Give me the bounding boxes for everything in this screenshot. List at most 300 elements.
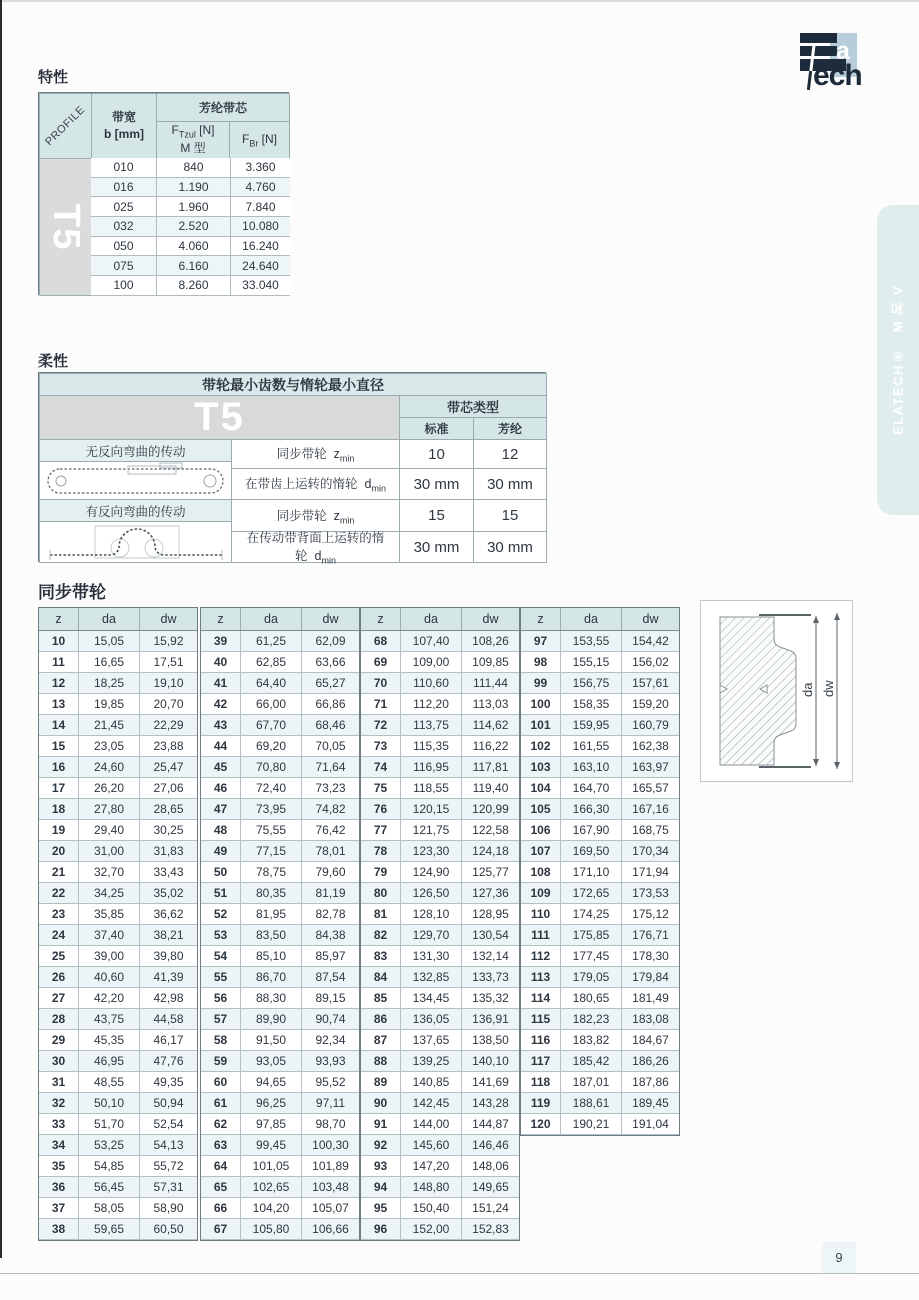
table-row	[201, 715, 359, 736]
cell-da: 34,25	[79, 883, 140, 903]
cell-z: 23	[39, 904, 79, 924]
profile-value: T5	[45, 203, 87, 251]
table-row	[91, 178, 290, 198]
table-row	[361, 1072, 519, 1093]
cell-z: 15	[39, 736, 79, 756]
table-row	[201, 1135, 359, 1156]
ftzul-type-label: M 型	[180, 141, 206, 156]
cell-ftzul: 4.060	[157, 237, 231, 256]
table-row	[361, 1051, 519, 1072]
table-row	[39, 841, 197, 862]
cell-dw: 76,42	[315, 823, 346, 837]
cell-z: 109	[521, 883, 561, 903]
cell-z: 20	[39, 841, 79, 861]
section-heading-flexibility: 柔性	[38, 353, 69, 370]
cell-dw: 165,57	[632, 781, 669, 795]
column-header-dw: dw	[482, 612, 499, 626]
cell-z: 115	[521, 1009, 561, 1029]
table-row	[361, 946, 519, 967]
cell-z: 16	[39, 757, 79, 777]
cell-z: 66	[201, 1198, 241, 1218]
sync-pulley-zmin-label: 同步带轮 $z_{min}$	[231, 499, 400, 532]
cell-dw: 116,22	[472, 739, 509, 753]
cell-fbr: 10.080	[242, 219, 279, 234]
cell-z: 81	[361, 904, 401, 924]
cell-da: 101,05	[241, 1156, 302, 1176]
cell-da: 70,80	[241, 757, 302, 777]
cell-dw: 176,71	[632, 928, 669, 942]
cell-z: 99	[521, 673, 561, 693]
cell-dw: 66,86	[315, 697, 346, 711]
cell-da: 113,75	[401, 715, 462, 735]
cell-z: 60	[201, 1072, 241, 1092]
column-header-z: z	[521, 608, 561, 630]
table-row	[361, 1198, 519, 1219]
cell-da: 37,40	[79, 925, 140, 945]
table-row	[521, 799, 679, 820]
table-row	[91, 237, 290, 257]
cell-da: 86,70	[241, 967, 302, 987]
cell-z: 67	[201, 1219, 241, 1239]
cell-z: 111	[521, 925, 561, 945]
cell-dw: 41,39	[153, 970, 184, 984]
reverse-bend-label: 有反向弯曲的传动	[39, 499, 232, 522]
cell-z: 31	[39, 1072, 79, 1092]
table-row	[39, 1219, 197, 1240]
cell-da: 19,85	[79, 694, 140, 714]
table-row	[361, 694, 519, 715]
cell-da: 183,82	[561, 1030, 622, 1050]
cell-z: 77	[361, 820, 401, 840]
cell-z: 33	[39, 1114, 79, 1134]
cell-dw: 173,53	[632, 886, 669, 900]
table-row	[39, 1072, 197, 1093]
cell-da: 172,65	[561, 883, 622, 903]
cell-da: 40,60	[79, 967, 140, 987]
table-row	[521, 967, 679, 988]
table-row	[201, 631, 359, 652]
cell-dw: 38,21	[153, 928, 184, 942]
cell-z: 119	[521, 1093, 561, 1113]
table-row	[521, 715, 679, 736]
table-row	[521, 1051, 679, 1072]
table-row	[521, 778, 679, 799]
cell-z: 112	[521, 946, 561, 966]
pulley-table-3	[360, 607, 520, 1241]
table-row	[201, 1219, 359, 1240]
table-row	[39, 757, 197, 778]
cell-z: 105	[521, 799, 561, 819]
cell-ftzul: 840	[157, 158, 231, 177]
cell-z: 29	[39, 1030, 79, 1050]
pulley-cross-section-drawing	[701, 601, 852, 781]
table-row	[91, 197, 290, 217]
cell-belt-width: 010	[91, 158, 157, 177]
cell-da: 59,65	[79, 1219, 140, 1239]
table-row	[521, 673, 679, 694]
cell-dw: 170,34	[632, 844, 669, 858]
value-cell: 12	[473, 439, 547, 469]
cell-da: 56,45	[79, 1177, 140, 1197]
cell-z: 56	[201, 988, 241, 1008]
cell-da: 145,60	[401, 1135, 462, 1155]
cell-z: 43	[201, 715, 241, 735]
cell-da: 134,45	[401, 988, 462, 1008]
cell-da: 155,15	[561, 652, 622, 672]
cell-da: 85,10	[241, 946, 302, 966]
cell-dw: 120,99	[472, 802, 509, 816]
cell-da: 131,30	[401, 946, 462, 966]
cell-belt-width: 016	[91, 178, 157, 197]
cell-dw: 109,85	[472, 655, 509, 669]
cell-da: 75,55	[241, 820, 302, 840]
cell-da: 80,35	[241, 883, 302, 903]
cell-dw: 28,65	[153, 802, 184, 816]
cell-da: 159,95	[561, 715, 622, 735]
cell-da: 64,40	[241, 673, 302, 693]
cell-z: 44	[201, 736, 241, 756]
cell-z: 10	[39, 631, 79, 651]
cell-dw: 154,42	[632, 634, 669, 648]
cell-da: 116,95	[401, 757, 462, 777]
cell-z: 59	[201, 1051, 241, 1071]
cell-ftzul: 6.160	[157, 256, 231, 275]
belt-loop-drawing	[40, 462, 231, 499]
cell-da: 16,65	[79, 652, 140, 672]
table-row	[361, 673, 519, 694]
cell-z: 65	[201, 1177, 241, 1197]
cell-z: 90	[361, 1093, 401, 1113]
belt-width-header-cell	[91, 93, 157, 159]
table-row	[361, 715, 519, 736]
cell-dw: 152,83	[472, 1222, 509, 1236]
table-row	[361, 736, 519, 757]
table-row	[521, 820, 679, 841]
cell-da: 97,85	[241, 1114, 302, 1134]
cell-z: 57	[201, 1009, 241, 1029]
cell-da: 93,05	[241, 1051, 302, 1071]
cell-z: 69	[361, 652, 401, 672]
idler-on-back-dmin-label: 在传动带背面上运转的惰轮 $d_{min}$	[231, 531, 400, 563]
cell-da: 83,50	[241, 925, 302, 945]
cell-dw: 138,50	[472, 1033, 509, 1047]
cell-dw: 105,07	[312, 1201, 349, 1215]
cell-fbr: 16.240	[242, 239, 279, 254]
table-row	[521, 841, 679, 862]
cell-dw: 42,98	[153, 991, 184, 1005]
cell-dw: 149,65	[472, 1180, 509, 1194]
cell-dw: 20,70	[153, 697, 184, 711]
value-cell: 30 mm	[399, 531, 474, 563]
cell-z: 30	[39, 1051, 79, 1071]
table-row	[201, 1051, 359, 1072]
cell-da: 112,20	[401, 694, 462, 714]
table-row	[91, 256, 290, 276]
table-row	[39, 799, 197, 820]
cell-dw: 71,64	[315, 760, 346, 774]
cell-dw: 49,35	[153, 1075, 184, 1089]
logo-bar	[800, 46, 837, 56]
cell-ftzul: 2.520	[157, 217, 231, 236]
cell-dw: 178,30	[632, 949, 669, 963]
cell-z: 17	[39, 778, 79, 798]
cell-z: 100	[521, 694, 561, 714]
pulley-table-2	[200, 607, 360, 1241]
cell-z: 32	[39, 1093, 79, 1113]
section-heading-characteristics: 特性	[38, 69, 69, 86]
cell-da: 99,45	[241, 1135, 302, 1155]
cell-da: 109,00	[401, 652, 462, 672]
aramid-core-header-cell: 芳纶带芯	[156, 93, 290, 122]
cell-dw: 119,40	[472, 781, 509, 795]
cell-fbr: 4.760	[245, 180, 276, 195]
table-row	[91, 217, 290, 237]
cell-da: 69,20	[241, 736, 302, 756]
cell-z: 53	[201, 925, 241, 945]
cell-dw: 65,27	[315, 676, 346, 690]
cell-z: 71	[361, 694, 401, 714]
cell-dw: 162,38	[632, 739, 669, 753]
cell-da: 89,90	[241, 1009, 302, 1029]
cell-fbr: 33.040	[242, 278, 279, 293]
flexibility-table	[38, 372, 546, 566]
table-row	[521, 862, 679, 883]
cell-dw: 58,90	[153, 1201, 184, 1215]
table-row	[521, 946, 679, 967]
cell-dw: 68,46	[315, 718, 346, 732]
cell-z: 86	[361, 1009, 401, 1029]
table-header-row	[361, 608, 519, 631]
cell-z: 62	[201, 1114, 241, 1134]
table-row	[361, 778, 519, 799]
cell-z: 24	[39, 925, 79, 945]
no-reverse-bend-label: 无反向弯曲的传动	[39, 439, 232, 462]
cell-z: 42	[201, 694, 241, 714]
cell-da: 26,20	[79, 778, 140, 798]
cell-dw: 179,84	[632, 970, 669, 984]
cell-z: 76	[361, 799, 401, 819]
table-row	[39, 631, 197, 652]
cell-z: 88	[361, 1051, 401, 1071]
flex-profile-value: T5	[194, 395, 245, 439]
cell-z: 95	[361, 1198, 401, 1218]
table-row	[361, 799, 519, 820]
cell-dw: 93,93	[315, 1054, 346, 1068]
cell-dw: 52,54	[153, 1117, 184, 1131]
side-tab	[877, 205, 919, 515]
cell-dw: 130,54	[472, 928, 509, 942]
cell-ftzul: 1.960	[157, 197, 231, 216]
table-row	[39, 1093, 197, 1114]
cell-da: 150,40	[401, 1198, 462, 1218]
cell-dw: 74,82	[315, 802, 346, 816]
cell-da: 48,55	[79, 1072, 140, 1092]
value-cell: 30 mm	[399, 468, 474, 500]
cell-z: 120	[521, 1114, 561, 1134]
table-row	[521, 652, 679, 673]
cell-z: 18	[39, 799, 79, 819]
table-row	[201, 841, 359, 862]
cell-da: 53,25	[79, 1135, 140, 1155]
cell-z: 35	[39, 1156, 79, 1176]
cell-dw: 117,81	[472, 760, 509, 774]
cell-da: 187,01	[561, 1072, 622, 1092]
cell-da: 166,30	[561, 799, 622, 819]
cell-z: 107	[521, 841, 561, 861]
table-row	[521, 631, 679, 652]
core-type-header: 带芯类型	[399, 395, 547, 418]
table-row	[201, 1009, 359, 1030]
cell-dw: 160,79	[632, 718, 669, 732]
cell-dw: 175,12	[632, 907, 669, 921]
cell-da: 15,05	[79, 631, 140, 651]
cell-da: 169,50	[561, 841, 622, 861]
table-row	[39, 862, 197, 883]
table-row	[201, 1072, 359, 1093]
table-row	[39, 925, 197, 946]
cell-dw: 124,18	[472, 844, 509, 858]
cell-da: 32,70	[79, 862, 140, 882]
cell-dw: 31,83	[153, 844, 184, 858]
cell-dw: 100,30	[312, 1138, 349, 1152]
cell-z: 113	[521, 967, 561, 987]
cell-z: 110	[521, 904, 561, 924]
cell-z: 49	[201, 841, 241, 861]
characteristics-table	[38, 92, 289, 295]
table-row	[39, 1135, 197, 1156]
table-row	[201, 778, 359, 799]
cell-z: 45	[201, 757, 241, 777]
table-row	[39, 883, 197, 904]
table-row	[201, 1093, 359, 1114]
cell-dw: 159,20	[632, 697, 669, 711]
value-cell: 10	[399, 439, 474, 469]
cell-dw: 127,36	[472, 886, 509, 900]
cell-dw: 186,26	[632, 1054, 669, 1068]
cell-dw: 103,48	[312, 1180, 349, 1194]
cell-z: 114	[521, 988, 561, 1008]
table-header-row	[521, 608, 679, 631]
column-header-z: z	[361, 608, 401, 630]
cell-da: 45,35	[79, 1030, 140, 1050]
cell-dw: 15,92	[153, 634, 184, 648]
cell-da: 174,25	[561, 904, 622, 924]
cell-da: 73,95	[241, 799, 302, 819]
cell-da: 115,35	[401, 736, 462, 756]
cell-dw: 87,54	[315, 970, 346, 984]
cell-da: 136,05	[401, 1009, 462, 1029]
cell-da: 137,65	[401, 1030, 462, 1050]
cell-da: 54,85	[79, 1156, 140, 1176]
cell-z: 68	[361, 631, 401, 651]
cell-dw: 135,32	[472, 991, 509, 1005]
cell-z: 91	[361, 1114, 401, 1134]
cell-da: 107,40	[401, 631, 462, 651]
table-row	[39, 736, 197, 757]
side-tab-label: ELATECH® M 和 V	[890, 285, 906, 435]
table-row	[361, 1093, 519, 1114]
table-row	[39, 1114, 197, 1135]
table-row	[39, 820, 197, 841]
cell-dw: 39,80	[153, 949, 184, 963]
column-header-da: da	[241, 608, 302, 630]
cell-z: 36	[39, 1177, 79, 1197]
cell-z: 98	[521, 652, 561, 672]
cell-da: 31,00	[79, 841, 140, 861]
cell-dw: 35,02	[153, 886, 184, 900]
cell-dw: 111,44	[473, 676, 508, 690]
cell-dw: 184,67	[632, 1033, 669, 1047]
cell-dw: 132,14	[472, 949, 509, 963]
cell-da: 164,70	[561, 778, 622, 798]
table-row	[201, 862, 359, 883]
cell-da: 120,15	[401, 799, 462, 819]
cell-da: 139,25	[401, 1051, 462, 1071]
cell-da: 177,45	[561, 946, 622, 966]
table-row	[201, 904, 359, 925]
table-row	[201, 820, 359, 841]
cell-z: 38	[39, 1219, 79, 1239]
column-header-dw: dw	[322, 612, 339, 626]
cell-z: 63	[201, 1135, 241, 1155]
value-cell: 15	[399, 499, 474, 532]
cell-belt-width: 100	[91, 276, 157, 295]
cell-da: 190,21	[561, 1114, 622, 1134]
pulley-table-4	[520, 607, 680, 1136]
table-row	[39, 1030, 197, 1051]
cell-z: 21	[39, 862, 79, 882]
cell-dw: 33,43	[153, 865, 184, 879]
cell-da: 27,80	[79, 799, 140, 819]
section-heading-pulleys: 同步带轮	[38, 583, 106, 602]
cell-dw: 73,23	[315, 781, 346, 795]
cell-dw: 62,09	[315, 634, 346, 648]
table-row	[201, 1030, 359, 1051]
profile-header-label: PROFILE	[43, 103, 88, 149]
cell-da: 124,90	[401, 862, 462, 882]
cell-dw: 143,28	[472, 1096, 509, 1110]
cell-da: 35,85	[79, 904, 140, 924]
cell-da: 171,10	[561, 862, 622, 882]
table-row	[39, 1177, 197, 1198]
table-row	[39, 652, 197, 673]
table-row	[201, 673, 359, 694]
reverse-bend-diagram	[39, 521, 232, 563]
cell-da: 46,95	[79, 1051, 140, 1071]
table-row	[201, 883, 359, 904]
table-row	[361, 862, 519, 883]
fbr-label: $F_{Br}$ [N]	[241, 131, 277, 149]
table-row	[361, 757, 519, 778]
table-row	[39, 967, 197, 988]
belt-width-label: 带宽	[111, 110, 136, 125]
cell-dw: 82,78	[315, 907, 346, 921]
table-row	[521, 1009, 679, 1030]
cell-z: 28	[39, 1009, 79, 1029]
cell-da: 129,70	[401, 925, 462, 945]
standard-col-header: 标准	[399, 417, 474, 440]
cell-da: 78,75	[241, 862, 302, 882]
cell-da: 21,45	[79, 715, 140, 735]
table-row	[521, 757, 679, 778]
cell-dw: 187,86	[632, 1075, 669, 1089]
cell-da: 123,30	[401, 841, 462, 861]
table-row	[201, 652, 359, 673]
cell-z: 51	[201, 883, 241, 903]
cell-da: 18,25	[79, 673, 140, 693]
cell-da: 180,65	[561, 988, 622, 1008]
value-cell: 30 mm	[473, 531, 547, 563]
